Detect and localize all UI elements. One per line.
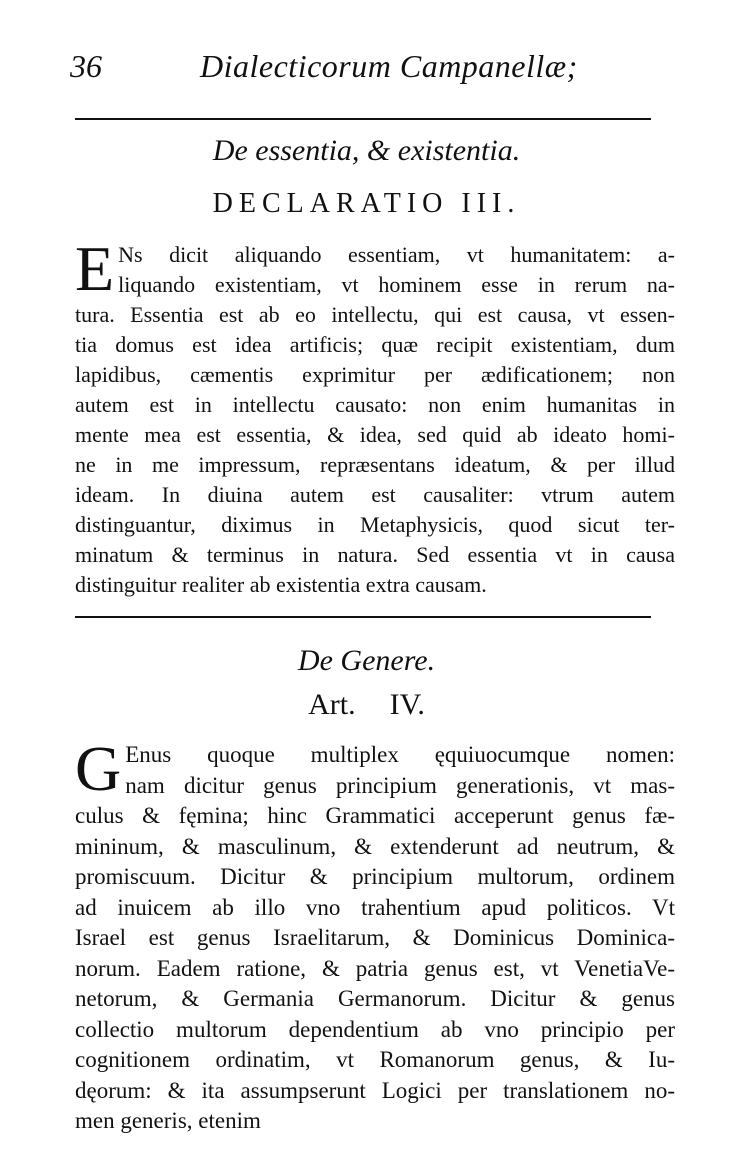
paragraph-line: distinguitur realiter ab existentia extra causam. (75, 572, 487, 597)
paragraph-line: minatum & terminus in natura. Sed essentia vt in causa (75, 542, 675, 567)
article-label: Art. (308, 688, 356, 721)
paragraph-line: netorum, & Germania Germanorum. Dicitur & genus (75, 986, 675, 1011)
paragraph-essentia (75, 233, 675, 600)
paragraph-line: dęorum: & ita assumpserunt Logici per translationem no- (75, 1077, 675, 1103)
paragraph-line: ad inuicem ab illo vno trahentium apud politicos. Vt (75, 894, 675, 920)
paragraph-line: men generis, etenim (75, 1108, 261, 1133)
paragraph-line: culus & fęmina; hinc Grammatici acceperunt genus fæ- (75, 803, 675, 828)
paragraph-line: liquando existentiam, vt hominem esse in rerum na- (118, 272, 675, 297)
paragraph-line: mente mea est essentia, & idea, sed quid ab ideato homi- (75, 422, 675, 447)
paragraph-line: distinguantur, diximus in Metaphysicis, quod sicut ter- (75, 512, 675, 537)
running-head (70, 44, 670, 92)
paragraph-line: Enus quoque multiplex ęquiuocumque nomen: (125, 742, 675, 767)
drop-cap-g: G (75, 733, 122, 804)
paragraph-line: mininum, & masculinum, & extenderunt ad neutrum, & (75, 833, 675, 859)
paragraph-line: promiscuum. Dicitur & principium multorum, ordinem (75, 864, 675, 889)
paragraph-line: norum. Eadem ratione, & patria genus est, vt VenetiaVe- (75, 955, 675, 981)
paragraph-line: Ns dicit aliquando essentiam, vt humanitatem: a- (118, 242, 675, 267)
paragraph-line: ne in me impressum, repræsentans ideatum, & per illud (75, 452, 675, 477)
drop-cap-e: E (75, 233, 115, 304)
running-title: Dialecticorum Campanellæ; (200, 48, 578, 84)
paragraph-line: cognitionem ordinatim, vt Romanorum genus, & Iu- (75, 1047, 675, 1072)
paragraph-line: ideam. In diuina autem est causaliter: vtrum autem (75, 482, 675, 507)
paragraph-line: Israel est genus Israelitarum, & Dominicus Dominica- (75, 925, 675, 950)
paragraph-line: tia domus est idea artificis; quæ recipit existentiam, dum (75, 332, 675, 357)
paragraph-line: tura. Essentia est ab eo intellectu, qui est causa, vt essen- (75, 302, 675, 327)
section-title-essentia: De essentia, & existentia. (212, 134, 521, 167)
section-rule (75, 616, 651, 618)
paragraph-line: collectio multorum dependentium ab vno principio per (75, 1016, 675, 1042)
page-number: 36 (70, 48, 102, 84)
section-title-genere: De Genere. (297, 644, 436, 677)
paragraph-line: autem est in intellectu causato: non enim humanitas in (75, 392, 675, 417)
article-heading (0, 688, 733, 722)
article-number: IV. (389, 688, 425, 721)
section-subtitle-declaratio: DECLARATIO III. (212, 188, 521, 219)
paragraph-line: lapidibus, cæmentis exprimitur per ædificationem; non (75, 362, 675, 387)
paragraph-genere (75, 733, 675, 1137)
header-rule (75, 118, 651, 120)
paragraph-line: nam dicitur genus principium generationis, vt mas- (125, 772, 675, 798)
